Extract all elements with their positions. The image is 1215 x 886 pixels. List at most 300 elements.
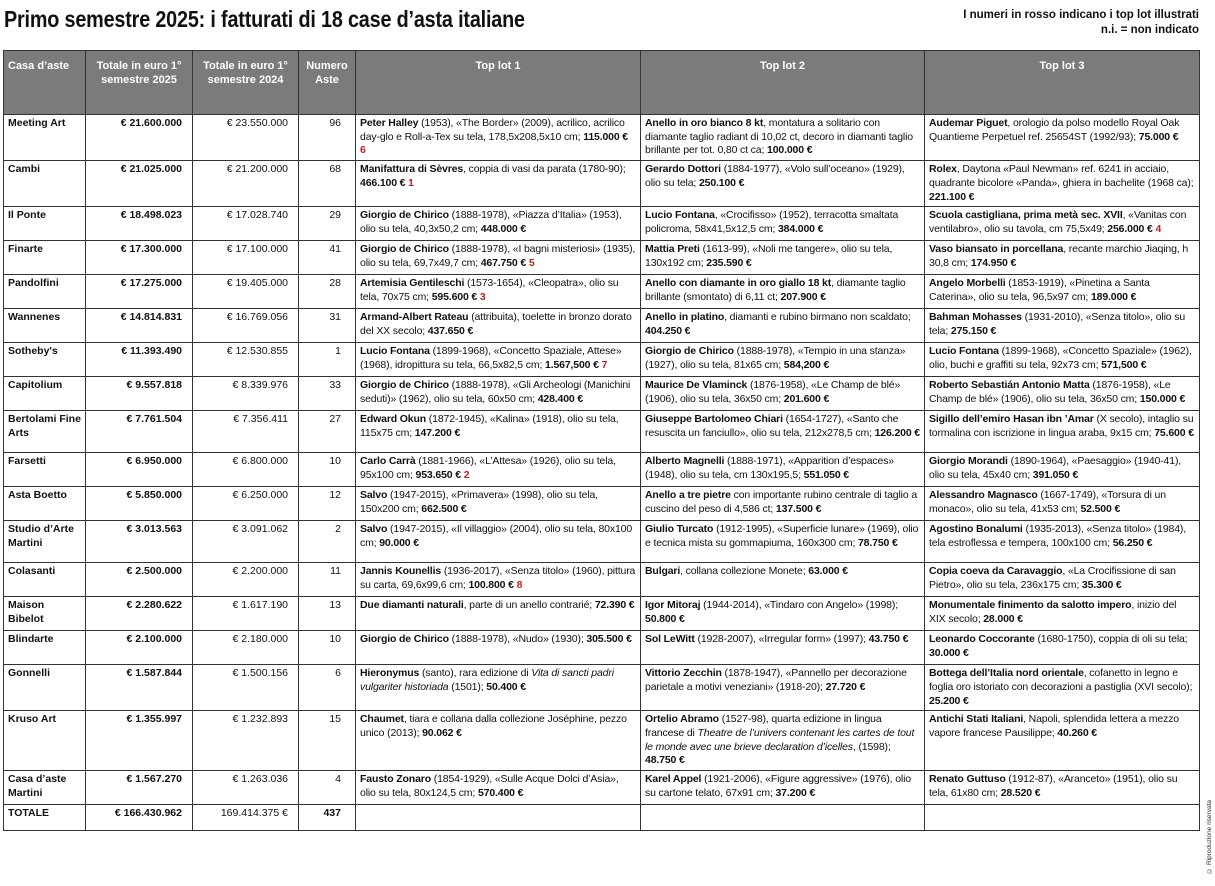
lot-text: , orologio da polso modello Royal Oak Quantieme Perpetuel ref. 25654ST (1992/93); (929, 117, 1180, 143)
top-lot-1 (356, 563, 641, 597)
top-lot-1 (356, 597, 641, 631)
lot-bold-text: Salvo (360, 523, 388, 536)
lot-bold-text: Bulgari (645, 565, 681, 578)
lot-bold-text: 275.150 € (950, 324, 997, 337)
lot-bold-text: Rolex (929, 163, 957, 176)
illustrated-lot-number: 5 (528, 256, 535, 269)
lot-bold-text: Gerardo Dottori (645, 163, 721, 176)
lot-bold-text: 584,200 € (783, 358, 830, 371)
lot-bold-text: Bahman Mohasses (929, 311, 1022, 324)
lot-bold-text: Fausto Zonaro (360, 773, 431, 786)
lot-bold-text: 25.200 € (929, 694, 969, 707)
lot-bold-text: Giorgio de Chirico (360, 243, 449, 256)
total-2024: € 6.800.000 (193, 453, 299, 487)
lot-bold-text: Sigillo dell’emiro Hasan ibn ’Amar (929, 413, 1094, 426)
header-top-lot-2: Top lot 2 (641, 51, 925, 115)
lot-text: (1953), «The Border» (2009), acrilico, acrilico day-glo e Roll-a-Tex su tela, 178,5x208,5x10 cm; (360, 117, 625, 143)
top-lot-3 (925, 377, 1200, 411)
lot-bold-text: 207.900 € (780, 290, 826, 303)
lot-bold-text: 27.720 € (825, 680, 866, 693)
total-2024-sum: 169.414.375 € (193, 805, 299, 831)
lot-text: (1928-2007), «Irregular form» (1997); (694, 633, 869, 646)
top-lot-2 (641, 521, 925, 563)
lot-bold-text: 28.000 € (983, 612, 1023, 625)
auction-count: 15 (299, 711, 356, 771)
auction-count: 6 (299, 665, 356, 711)
lot-italic-text: Theatre de l’univers contenant les cartes de tout le monde avec une brieve declaration d’icelles (645, 727, 915, 753)
top-lot-2 (641, 115, 925, 161)
lot-bold-text: Anello in oro bianco 8 kt (645, 117, 764, 129)
auction-house-name: Finarte (4, 241, 86, 275)
table-row (4, 377, 1200, 411)
auction-house-name: Kruso Art (4, 711, 86, 771)
lot-bold-text: 305.500 € (586, 633, 632, 646)
auction-house-name: Studio d’Arte Martini (4, 521, 86, 563)
lot-bold-text: 75.000 € (1138, 130, 1179, 143)
total-2025: € 1.355.997 (86, 711, 193, 771)
lot-bold-text: 256.000 € (1107, 222, 1153, 235)
lot-bold-text: Alessandro Magnasco (929, 489, 1038, 502)
top-lot-2 (641, 161, 925, 207)
auction-count: 1 (299, 343, 356, 377)
lot-bold-text: 384.000 € (777, 222, 824, 235)
lot-bold-text: Anello con diamante in oro giallo 18 kt (645, 277, 832, 290)
lot-text: , Daytona «Paul Newman» ref. 6241 in acciaio, quadrante bicolore «Panda», ghiera in bachelite (1968 ca); (929, 163, 1194, 189)
lot-bold-text: Lucio Fontana (645, 209, 715, 222)
table-row (4, 241, 1200, 275)
total-2025: € 14.814.831 (86, 309, 193, 343)
table-row (4, 521, 1200, 563)
total-2024: € 17.028.740 (193, 207, 299, 241)
lot-text: (1912-87), «Aranceto» (1951), olio su tela, 61x80 cm; (929, 773, 1178, 799)
top-lot-3 (925, 275, 1200, 309)
lot-text: con importante rubino centrale di taglio a cuscino del peso di 4,586 ct; (645, 489, 918, 515)
total-2025-sum: € 166.430.962 (86, 805, 193, 831)
lot-bold-text: Armand-Albert Rateau (360, 311, 469, 324)
table-row (4, 115, 1200, 161)
lot-text: (1878-1947), «Pannello per decorazione parietale a motivi veneziani» (1918-20); (645, 667, 907, 693)
lot-text: , recante marchio Jiaqing, h 30,8 cm; (929, 243, 1189, 269)
lot-bold-text: Karel Appel (645, 773, 702, 786)
page-title: Primo semestre 2025: i fatturati di 18 case d’asta italiane (4, 6, 525, 32)
lot-text: (1888-1971), «Apparition d’espaces» (1948), olio su tela, cm 130x195,5; (645, 455, 894, 481)
top-lot-3 (925, 207, 1200, 241)
lot-bold-text: 953.650 € (415, 468, 461, 481)
top-lot-3 (925, 711, 1200, 771)
lot-text: (1872-1945), «Kalina» (1918), olio su tela, 115x75 cm; (360, 413, 619, 439)
lot-text: (1890-1964), «Paesaggio» (1940-41), olio su tela, 45x40 cm; (929, 455, 1182, 481)
lot-italic-text: Vita di sancti padri vulgariter historiada (360, 667, 614, 693)
top-lot-3 (925, 665, 1200, 711)
top-lot-1 (356, 521, 641, 563)
lot-text: (1944-2014), «Tindaro con Angelo» (1998); (700, 599, 898, 612)
auction-house-name: Sotheby's (4, 343, 86, 377)
auction-count: 11 (299, 563, 356, 597)
lot-bold-text: Mattia Preti (645, 243, 700, 256)
auction-count: 10 (299, 453, 356, 487)
top-lot-2 (641, 411, 925, 453)
auction-house-name: Wannenes (4, 309, 86, 343)
auction-count: 10 (299, 631, 356, 665)
total-2025: € 9.557.818 (86, 377, 193, 411)
lot-text: (1888-1978), «I bagni misteriosi» (1935), olio su tela, 69,7x49,7 cm; (360, 243, 636, 269)
lot-text: (1654-1727), «Santo che resuscita un fanciullo», olio su tela, 212x278,5 cm; (645, 413, 899, 439)
lot-bold-text: Jannis Kounellis (360, 565, 442, 578)
total-2024: € 2.200.000 (193, 563, 299, 597)
top-lot-2 (641, 343, 925, 377)
top-lot-3 (925, 597, 1200, 631)
lot-text: , (1598); (852, 740, 891, 753)
auction-house-name: Casa d’aste Martini (4, 771, 86, 805)
total-2024: € 16.769.056 (193, 309, 299, 343)
top-lot-3 (925, 631, 1200, 665)
auction-house-name: Colasanti (4, 563, 86, 597)
lot-bold-text: Artemisia Gentileschi (360, 277, 465, 290)
total-2025: € 17.275.000 (86, 275, 193, 309)
lot-text: , «La Crocifissione di san Pietro», olio su tela, 236x175 cm; (929, 565, 1176, 591)
top-lot-1 (356, 411, 641, 453)
lot-text: (1935-2013), «Senza titolo» (1984), tela estroflessa e tempera, 100x100 cm; (929, 523, 1186, 549)
empty-cell (641, 805, 925, 831)
total-2025: € 6.950.000 (86, 453, 193, 487)
lot-bold-text: Bottega dell’Italia nord orientale (929, 667, 1084, 680)
auction-house-name: Farsetti (4, 453, 86, 487)
lot-bold-text: 48.750 € (645, 754, 685, 767)
lot-bold-text: Giorgio Morandi (929, 455, 1008, 468)
lot-text: , Napoli, splendida lettera a mezzo vapore francese Pausilippe; (929, 713, 1179, 740)
top-lot-2 (641, 631, 925, 665)
total-2025: € 7.761.504 (86, 411, 193, 453)
top-lot-3 (925, 161, 1200, 207)
auction-count: 12 (299, 487, 356, 521)
lot-bold-text: 147.200 € (414, 426, 461, 439)
total-label: TOTALE (4, 805, 86, 831)
top-lot-3 (925, 411, 1200, 453)
top-lot-3 (925, 309, 1200, 343)
total-2025: € 21.600.000 (86, 115, 193, 161)
lot-text: (1888-1978), «Tempio in una stanza» (1927), olio su tela, 81x65 cm; (645, 345, 906, 371)
lot-bold-text: Giuseppe Bartolomeo Chiari (645, 413, 783, 426)
lot-bold-text: 466.100 € (360, 176, 406, 189)
copyright-note: © Riproduzione riservata (1206, 800, 1213, 874)
auction-house-name: Gonnelli (4, 665, 86, 711)
lot-bold-text: 448.000 € (480, 222, 527, 235)
lot-text: (1888-1978), «Piazza d’Italia» (1953), olio su tela, 40,3x50,2 cm; (360, 209, 622, 235)
lot-bold-text: Hieronymus (360, 667, 420, 680)
lot-bold-text: 189.000 € (1090, 290, 1137, 303)
table-row (4, 487, 1200, 521)
lot-text: (1884-1977), «Volo sull’oceano» (1929), olio su tela; (645, 163, 905, 189)
top-lot-2 (641, 207, 925, 241)
lot-text: (1527-98), quarta edizione in lingua francese di (645, 713, 882, 740)
lot-bold-text: 30.000 € (929, 646, 969, 659)
lot-bold-text: Antichi Stati Italiani (929, 713, 1024, 726)
total-2024: € 7.356.411 (193, 411, 299, 453)
lot-text: (1947-2015), «Il villaggio» (2004), olio su tela, 80x100 cm; (360, 523, 633, 549)
top-lot-1 (356, 309, 641, 343)
illustrated-lot-number: 7 (601, 358, 608, 371)
top-lot-2 (641, 771, 925, 805)
empty-cell (356, 805, 641, 831)
lot-text: (1936-2017), «Senza titolo» (1960), pittura su carta, 69,6x99,6 cm; (360, 565, 636, 591)
lot-bold-text: 35.300 € (1081, 578, 1122, 591)
top-lot-1 (356, 453, 641, 487)
lot-text: , montatura a solitario con diamante taglio radiant di 10,02 ct, decoro in diamanti taglio brillante per tot. 0,80 ct ca; (645, 117, 913, 157)
auction-house-name: Meeting Art (4, 115, 86, 161)
lot-bold-text: 174.950 € (970, 256, 1017, 269)
auction-count: 31 (299, 309, 356, 343)
auction-count: 2 (299, 521, 356, 563)
lot-bold-text: 126.200 € (874, 426, 920, 439)
total-auctions: 437 (299, 805, 356, 831)
total-2025: € 21.025.000 (86, 161, 193, 207)
auction-house-name: Blindarte (4, 631, 86, 665)
top-lot-1 (356, 343, 641, 377)
lot-bold-text: Maurice De Vlaminck (645, 379, 748, 392)
lot-text: (1888-1978), «Gli Archeologi (Manichini seduti)» (1962), olio su tela, 60x50 cm; (360, 379, 631, 405)
lot-text: , diamanti e rubino birmano non scaldato; (724, 311, 911, 324)
lot-bold-text: 40.260 € (1057, 727, 1097, 740)
lot-text: , parte di un anello contrarié; (463, 599, 595, 612)
header-auctions: Numero Aste (299, 51, 356, 115)
top-lot-1 (356, 115, 641, 161)
lot-bold-text: Edward Okun (360, 413, 427, 426)
top-lot-2 (641, 377, 925, 411)
total-2025: € 2.280.622 (86, 597, 193, 631)
total-2025: € 3.013.563 (86, 521, 193, 563)
total-2024: € 17.100.000 (193, 241, 299, 275)
total-2024: € 2.180.000 (193, 631, 299, 665)
total-2024: € 8.339.976 (193, 377, 299, 411)
lot-bold-text: Roberto Sebastián Antonio Matta (929, 379, 1090, 392)
lot-bold-text: Giorgio de Chirico (360, 209, 449, 222)
empty-cell (925, 805, 1200, 831)
illustrated-lot-number: 8 (516, 578, 523, 591)
header-top-lot-3: Top lot 3 (925, 51, 1200, 115)
lot-bold-text: 72.390 € (594, 599, 635, 612)
total-2024: € 12.530.855 (193, 343, 299, 377)
auction-count: 68 (299, 161, 356, 207)
top-lot-2 (641, 453, 925, 487)
lot-bold-text: 1.567,500 € (545, 358, 599, 371)
header-total-2024: Totale in euro 1° semestre 2024 (193, 51, 299, 115)
lot-text: (X secolo), intaglio su tormalina con iscrizione in lingua araba, 9x15 cm; (929, 413, 1194, 439)
lot-bold-text: 37.200 € (775, 786, 816, 799)
auction-count: 27 (299, 411, 356, 453)
top-lot-3 (925, 487, 1200, 521)
lot-text: , inizio del XIX secolo; (929, 599, 1177, 625)
lot-bold-text: 90.062 € (422, 727, 462, 740)
total-2024: € 1.263.036 (193, 771, 299, 805)
lot-text: (1854-1929), «Sulle Acque Dolci d’Asia», olio su tela, 80x124,5 cm; (360, 773, 619, 799)
top-lot-2 (641, 711, 925, 771)
lot-bold-text: 150.000 € (1139, 392, 1186, 405)
top-lot-3 (925, 771, 1200, 805)
legend-red-numbers: I numeri in rosso indicano i top lot illustrati (963, 9, 1199, 21)
illustrated-lot-number: 4 (1155, 222, 1162, 235)
table-row (4, 275, 1200, 309)
table-row (4, 631, 1200, 665)
table-row (4, 597, 1200, 631)
auction-count: 13 (299, 597, 356, 631)
lot-bold-text: Agostino Bonalumi (929, 523, 1023, 536)
lot-text: (1881-1966), «L’Attesa» (1926), olio su tela, 95x100 cm; (360, 455, 616, 481)
table-row (4, 453, 1200, 487)
lot-bold-text: 235.590 € (706, 256, 752, 269)
lot-text: , collana collezione Monete; (680, 565, 809, 578)
lot-bold-text: 391.050 € (1032, 468, 1079, 481)
lot-text: (1899-1968), «Concetto Spaziale» (1962), olio, buchi e graffiti su tela, 92x73 cm; (929, 345, 1192, 371)
table-row (4, 343, 1200, 377)
lot-bold-text: Igor Mitoraj (645, 599, 701, 612)
lot-text: , diamante taglio brillante (smontato) di 6,11 ct; (645, 277, 906, 303)
table-body (4, 115, 1200, 831)
lot-bold-text: 250.100 € (698, 176, 745, 189)
illustrated-lot-number: 6 (360, 144, 366, 157)
lot-text: (1501); (448, 680, 487, 693)
lot-text: , «Vanitas con ventilabro», olio su tavola, cm 75,5x49; (929, 209, 1187, 235)
top-lot-1 (356, 487, 641, 521)
total-row (4, 805, 1200, 831)
lot-bold-text: Ortelio Abramo (645, 713, 719, 726)
lot-bold-text: Alberto Magnelli (645, 455, 725, 468)
lot-bold-text: Carlo Carrà (360, 455, 416, 468)
lot-text: (1921-2006), «Figure aggressive» (1976), olio su cartone telato, 67x91 cm; (645, 773, 911, 799)
table-row (4, 665, 1200, 711)
lot-bold-text: Audemar Piguet (929, 117, 1008, 129)
lot-bold-text: 201.600 € (783, 392, 830, 405)
lot-text: (1853-1919), «Pinetina a Santa Caterina», olio su tela, 96,5x97 cm; (929, 277, 1150, 303)
total-2024: € 6.250.000 (193, 487, 299, 521)
lot-bold-text: Manifattura di Sèvres (360, 163, 464, 176)
lot-bold-text: 56.250 € (1112, 536, 1153, 549)
top-lot-1 (356, 275, 641, 309)
total-2025: € 11.393.490 (86, 343, 193, 377)
lot-bold-text: 595.600 € (431, 290, 478, 303)
top-lot-1 (356, 631, 641, 665)
lot-bold-text: Giorgio de Chirico (645, 345, 734, 358)
top-lot-3 (925, 241, 1200, 275)
lot-bold-text: Salvo (360, 489, 388, 502)
lot-bold-text: 50.800 € (645, 612, 685, 625)
top-lot-2 (641, 275, 925, 309)
lot-bold-text: Monumentale finimento da salotto impero (929, 599, 1132, 612)
auction-houses-table (3, 50, 1200, 831)
lot-bold-text: Chaumet (360, 713, 404, 726)
lot-bold-text: Anello in platino (645, 311, 725, 324)
lot-text: (santo), rara edizione di (419, 667, 532, 680)
top-lot-1 (356, 241, 641, 275)
top-lot-2 (641, 597, 925, 631)
auction-count: 33 (299, 377, 356, 411)
auction-count: 41 (299, 241, 356, 275)
lot-text: (attribuita), toelette in bronzo dorato del XX secolo; (360, 311, 632, 337)
table-row (4, 309, 1200, 343)
total-2024: € 1.232.893 (193, 711, 299, 771)
lot-text: (1899-1968), «Concetto Spaziale, Attese» (1968), idropittura su tela, 66,5x82,5 cm; (360, 345, 622, 371)
lot-bold-text: 100.800 € (468, 578, 514, 591)
illustrated-lot-number: 3 (479, 290, 486, 303)
lot-bold-text: 43.750 € (868, 633, 909, 646)
lot-text: (1876-1958), «Le Champ de blé» (1906), olio su tela, 36x50 cm; (645, 379, 901, 405)
lot-bold-text: 90.000 € (379, 536, 419, 549)
top-lot-2 (641, 563, 925, 597)
lot-text: , «Crocifisso» (1952), terracotta smaltata policroma, 58x41,5x12,5 cm; (645, 209, 899, 235)
lot-bold-text: 437.650 € (427, 324, 474, 337)
auction-house-name: Cambi (4, 161, 86, 207)
lot-bold-text: 50.400 € (486, 680, 526, 693)
top-lot-1 (356, 771, 641, 805)
lot-bold-text: 404.250 € (645, 324, 691, 337)
auction-house-name: Bertolami Fine Arts (4, 411, 86, 453)
lot-bold-text: Due diamanti naturali (360, 599, 464, 612)
top-lot-2 (641, 241, 925, 275)
lot-bold-text: 28.520 € (1000, 786, 1041, 799)
top-lot-2 (641, 309, 925, 343)
top-lot-3 (925, 115, 1200, 161)
total-2024: € 1.617.190 (193, 597, 299, 631)
table-row (4, 771, 1200, 805)
lot-bold-text: Anello a tre pietre (645, 489, 731, 502)
lot-bold-text: 52.500 € (1080, 502, 1121, 515)
illustrated-lot-number: 2 (463, 468, 470, 481)
lot-bold-text: Lucio Fontana (929, 345, 999, 358)
legend (963, 8, 1199, 38)
total-2025: € 2.100.000 (86, 631, 193, 665)
lot-bold-text: Sol LeWitt (645, 633, 695, 646)
total-2025: € 2.500.000 (86, 563, 193, 597)
total-2025: € 18.498.023 (86, 207, 193, 241)
lot-bold-text: Giorgio de Chirico (360, 379, 449, 392)
lot-bold-text: 467.750 € (480, 256, 527, 269)
lot-text: (1888-1978), «Nudo» (1930); (448, 633, 587, 646)
auction-house-name: Pandolfini (4, 275, 86, 309)
lot-text: (1912-1995), «Superficie lunare» (1969), olio e tecnica mista su gommapiuma, 160x300 cm; (645, 523, 919, 549)
header-total-2025: Totale in euro 1° semestre 2025 (86, 51, 193, 115)
lot-text: (1680-1750), coppia di oli su tela; (1034, 633, 1188, 646)
total-2024: € 1.500.156 (193, 665, 299, 711)
lot-text: , cofanetto in legno e foglia oro istoriato con decorazioni a pastiglia (XVI secolo); (929, 667, 1193, 693)
lot-text: (1876-1958), «Le Champ de blé» (1906), olio su tela, 36x50 cm; (929, 379, 1171, 405)
table-row (4, 161, 1200, 207)
lot-bold-text: 78.750 € (857, 536, 898, 549)
lot-text: , coppia di vasi da parata (1780-90); (463, 163, 626, 176)
auction-count: 28 (299, 275, 356, 309)
lot-text: (1613-99), «Noli me tangere», olio su tela, 130x192 cm; (645, 243, 893, 269)
header-house: Casa d’aste (4, 51, 86, 115)
table-row (4, 563, 1200, 597)
lot-bold-text: 75.600 € (1154, 426, 1194, 439)
lot-bold-text: 570.400 € (477, 786, 524, 799)
header-top-lot-1: Top lot 1 (356, 51, 641, 115)
lot-bold-text: Giulio Turcato (645, 523, 714, 536)
lot-bold-text: 571,500 € (1101, 358, 1147, 371)
lot-bold-text: Peter Halley (360, 117, 419, 129)
total-2024: € 23.550.000 (193, 115, 299, 161)
table-row (4, 207, 1200, 241)
total-2025: € 1.587.844 (86, 665, 193, 711)
top-lot-3 (925, 521, 1200, 563)
lot-bold-text: 115.000 € (583, 130, 628, 143)
lot-text: (1667-1749), «Torsura di un monaco», olio su tela, 41x53 cm; (929, 489, 1166, 515)
lot-bold-text: Lucio Fontana (360, 345, 430, 358)
lot-bold-text: 100.000 € (767, 144, 813, 157)
lot-text: (1931-2010), «Senza titolo», olio su tela; (929, 311, 1186, 337)
auction-house-name: Il Ponte (4, 207, 86, 241)
lot-bold-text: 662.500 € (421, 502, 467, 515)
illustrated-lot-number: 1 (408, 176, 414, 189)
auction-house-name: Capitolium (4, 377, 86, 411)
